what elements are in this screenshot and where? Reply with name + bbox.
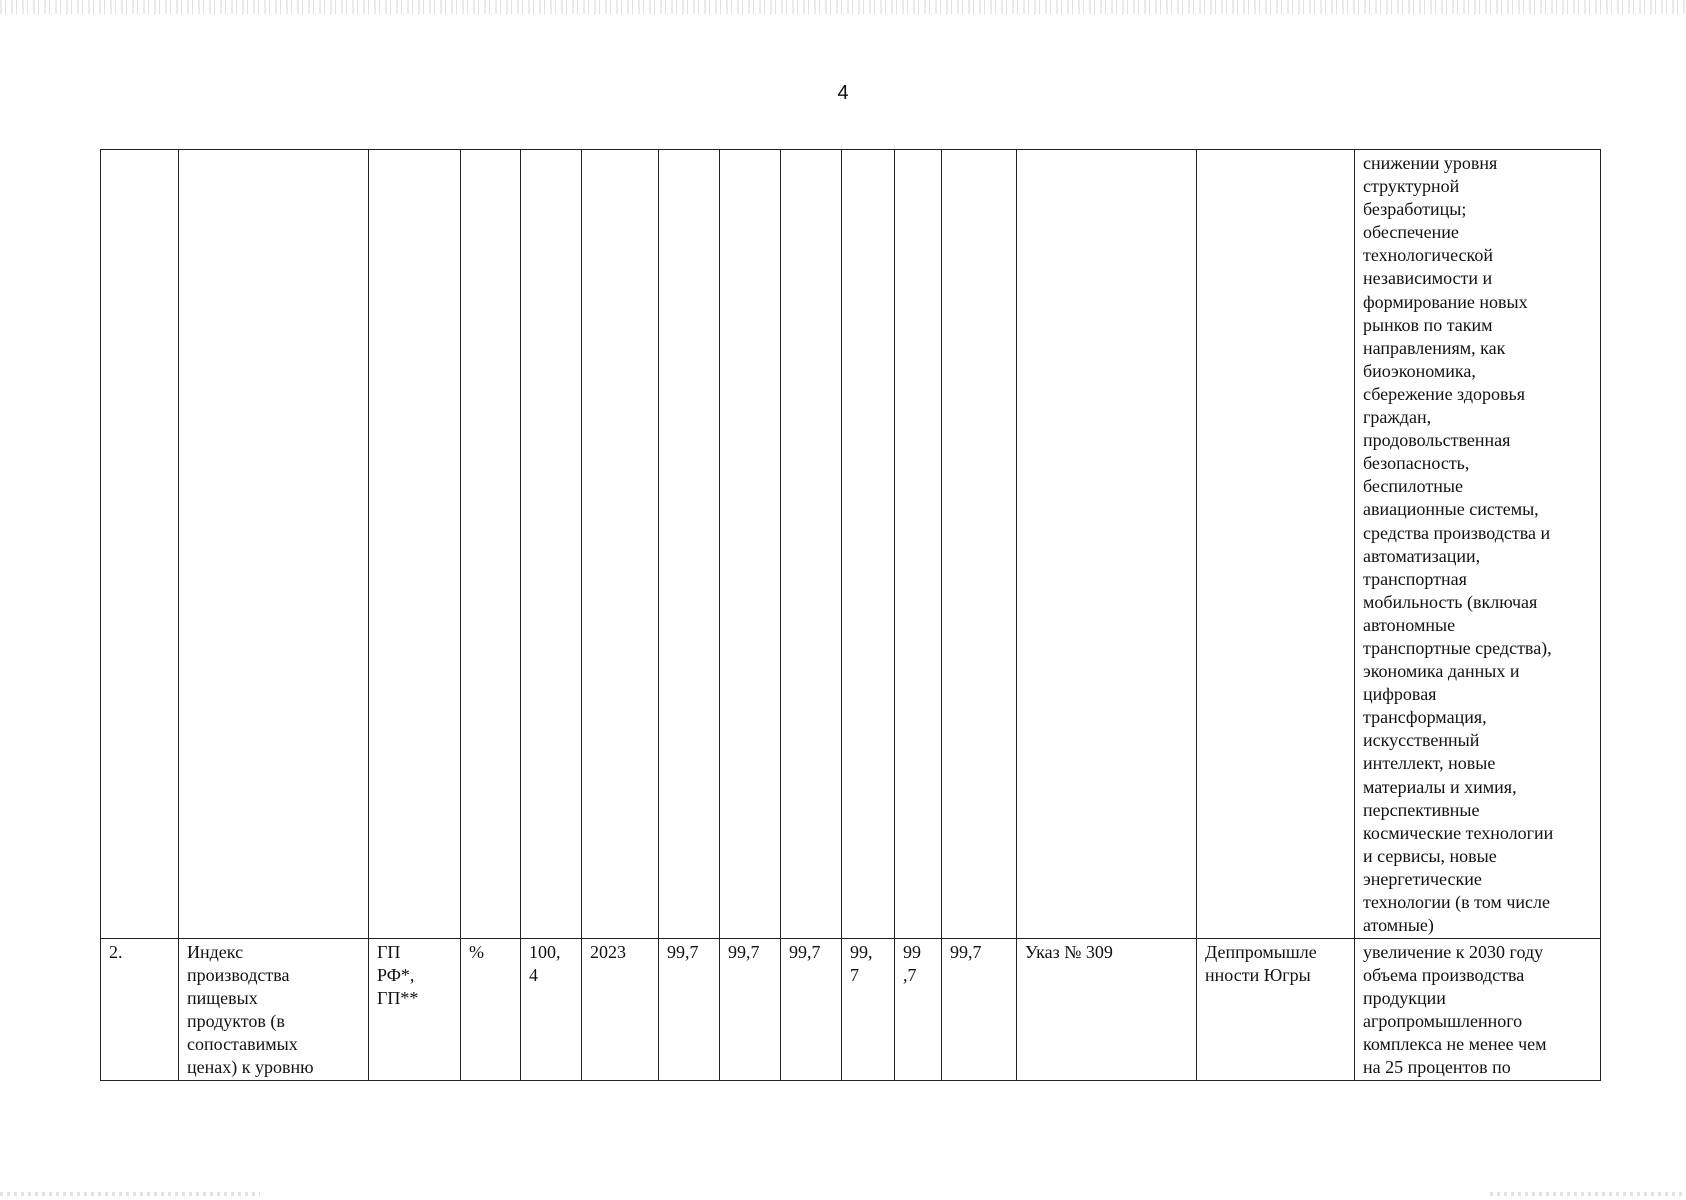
national-goal-cell: снижении уровня структурной безработицы; обеспечение технологической независимости и формирование новых рынков по таким направлениям, как биоэкономика, сбережение здоровья граждан, продовольственная безопасность, беспилотные авиационные системы, средства производства и автоматизации, транспортная мобильность (включая автономные транспортные средства), экономика данных и цифровая трансформация, искусственный интеллект, новые материалы и химия, перспективные космические технологии и сервисы, новые энергетические технологии (в том числе атомные) <box>1355 150 1601 939</box>
base-value-cell <box>521 150 582 939</box>
base-value-cell: 100, 4 <box>521 939 582 1081</box>
value-cell <box>720 150 781 939</box>
value-cell: 99,7 <box>942 939 1017 1081</box>
source-cell: ГП РФ*, ГП** <box>369 939 461 1081</box>
unit-cell: % <box>461 939 521 1081</box>
value-cell <box>942 150 1017 939</box>
base-year-cell: 2023 <box>582 939 659 1081</box>
scan-edge-top <box>0 0 1686 14</box>
source-cell <box>369 150 461 939</box>
indicator-name-cell <box>179 150 369 939</box>
table-row <box>101 150 1601 939</box>
responsible-cell: Деппромышле нности Югры <box>1197 939 1355 1081</box>
value-cell: 99,7 <box>781 939 842 1081</box>
page-number: 4 <box>837 82 849 104</box>
national-goal-cell: увеличение к 2030 году объема производства продукции агропромышленного комплекса не менее чем на 25 процентов по <box>1355 939 1601 1081</box>
row-number-cell: 2. <box>101 939 179 1081</box>
indicators-table <box>100 149 1601 1081</box>
value-cell: 99,7 <box>720 939 781 1081</box>
scan-edge-bottom-right <box>1490 1192 1686 1196</box>
unit-cell <box>461 150 521 939</box>
indicator-name-cell: Индекс производства пищевых продуктов (в сопоставимых ценах) к уровню <box>179 939 369 1081</box>
value-cell <box>842 150 895 939</box>
responsible-cell <box>1197 150 1355 939</box>
document-cell <box>1017 150 1197 939</box>
base-year-cell <box>582 150 659 939</box>
document-cell: Указ № 309 <box>1017 939 1197 1081</box>
value-cell: 99, 7 <box>842 939 895 1081</box>
value-cell <box>781 150 842 939</box>
value-cell <box>895 150 942 939</box>
row-number-cell <box>101 150 179 939</box>
value-cell: 99,7 <box>659 939 720 1081</box>
table-row <box>101 939 1601 1081</box>
scan-edge-bottom-left <box>0 1192 260 1196</box>
value-cell <box>659 150 720 939</box>
value-cell: 99 ,7 <box>895 939 942 1081</box>
